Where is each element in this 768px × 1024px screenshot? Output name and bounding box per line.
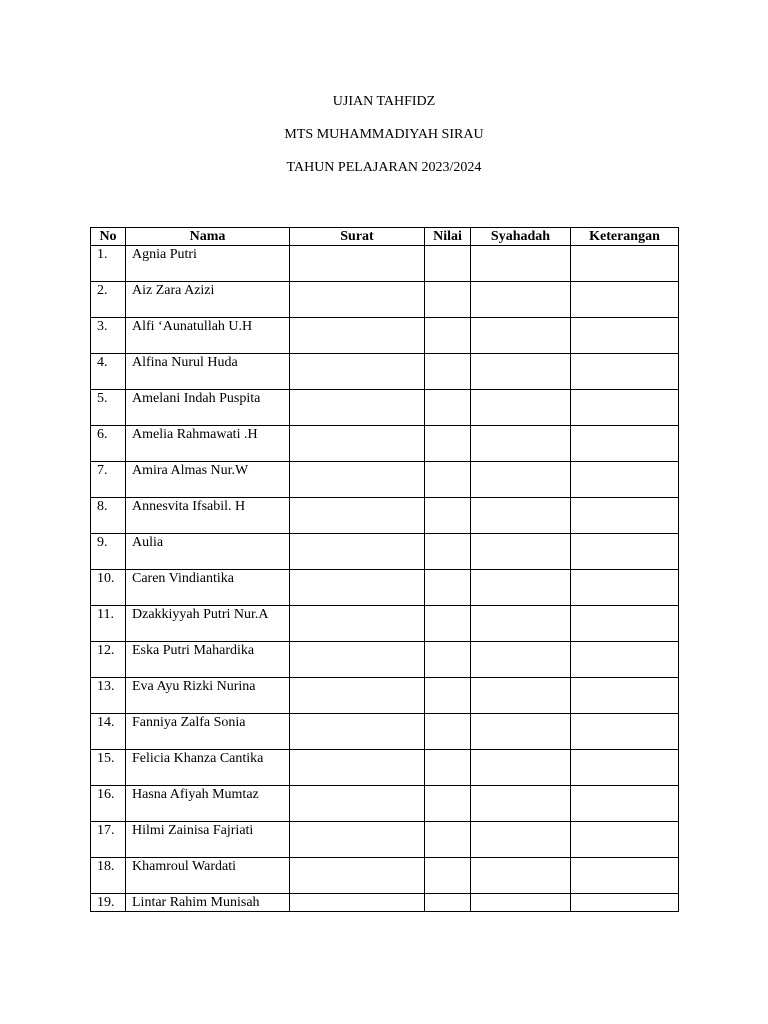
school-name: MTS MUHAMMADIYAH SIRAU: [284, 127, 484, 142]
cell-syahadah: [471, 282, 571, 318]
table-row: [91, 246, 679, 282]
cell-keterangan: [571, 534, 679, 570]
cell-nilai: [425, 642, 471, 678]
cell-nilai: [425, 534, 471, 570]
column-header-nama: Nama: [126, 228, 290, 246]
cell-nilai: [425, 426, 471, 462]
cell-surat: [290, 570, 425, 606]
cell-syahadah: [471, 858, 571, 894]
cell-syahadah: [471, 894, 571, 912]
cell-keterangan: [571, 858, 679, 894]
cell-nilai: [425, 786, 471, 822]
cell-syahadah: [471, 606, 571, 642]
cell-no: 11.: [91, 606, 126, 642]
cell-nilai: [425, 354, 471, 390]
column-header-syahadah: Syahadah: [471, 228, 571, 246]
cell-nilai: [425, 714, 471, 750]
table-row: [91, 678, 679, 714]
cell-nama: Amelia Rahmawati .H: [126, 426, 290, 462]
cell-no: 3.: [91, 318, 126, 354]
cell-nama: Hasna Afiyah Mumtaz: [126, 786, 290, 822]
cell-surat: [290, 750, 425, 786]
cell-nama: Alfina Nurul Huda: [126, 354, 290, 390]
cell-syahadah: [471, 354, 571, 390]
cell-surat: [290, 822, 425, 858]
cell-no: 14.: [91, 714, 126, 750]
table-row: [91, 498, 679, 534]
cell-syahadah: [471, 642, 571, 678]
cell-nama: Khamroul Wardati: [126, 858, 290, 894]
cell-no: 10.: [91, 570, 126, 606]
table-row: [91, 282, 679, 318]
cell-no: 19.: [91, 894, 126, 912]
table-row: [91, 426, 679, 462]
cell-syahadah: [471, 822, 571, 858]
table-row: [91, 642, 679, 678]
cell-surat: [290, 858, 425, 894]
student-roster-table: [90, 227, 679, 912]
cell-no: 15.: [91, 750, 126, 786]
table-row: [91, 750, 679, 786]
table-row: [91, 606, 679, 642]
cell-syahadah: [471, 390, 571, 426]
cell-surat: [290, 894, 425, 912]
cell-nama: Agnia Putri: [126, 246, 290, 282]
cell-syahadah: [471, 678, 571, 714]
cell-surat: [290, 462, 425, 498]
cell-nama: Caren Vindiantika: [126, 570, 290, 606]
cell-keterangan: [571, 894, 679, 912]
cell-keterangan: [571, 390, 679, 426]
cell-keterangan: [571, 714, 679, 750]
cell-keterangan: [571, 642, 679, 678]
cell-nilai: [425, 318, 471, 354]
cell-nama: Amelani Indah Puspita: [126, 390, 290, 426]
cell-keterangan: [571, 750, 679, 786]
table-row: [91, 570, 679, 606]
table-row: [91, 354, 679, 390]
cell-nama: Eva Ayu Rizki Nurina: [126, 678, 290, 714]
cell-syahadah: [471, 570, 571, 606]
table-row: [91, 534, 679, 570]
cell-syahadah: [471, 534, 571, 570]
cell-surat: [290, 318, 425, 354]
cell-no: 9.: [91, 534, 126, 570]
table-row: [91, 894, 679, 912]
cell-keterangan: [571, 426, 679, 462]
cell-nilai: [425, 282, 471, 318]
cell-keterangan: [571, 462, 679, 498]
cell-no: 1.: [91, 246, 126, 282]
cell-no: 7.: [91, 462, 126, 498]
cell-surat: [290, 354, 425, 390]
document-title: UJIAN TAHFIDZ: [332, 94, 436, 109]
cell-nilai: [425, 606, 471, 642]
table-row: [91, 858, 679, 894]
cell-nilai: [425, 858, 471, 894]
cell-nama: Amira Almas Nur.W: [126, 462, 290, 498]
table-row: [91, 462, 679, 498]
cell-no: 16.: [91, 786, 126, 822]
cell-no: 6.: [91, 426, 126, 462]
cell-syahadah: [471, 714, 571, 750]
cell-no: 2.: [91, 282, 126, 318]
cell-keterangan: [571, 822, 679, 858]
cell-no: 18.: [91, 858, 126, 894]
cell-surat: [290, 678, 425, 714]
cell-nama: Felicia Khanza Cantika: [126, 750, 290, 786]
cell-nama: Dzakkiyyah Putri Nur.A: [126, 606, 290, 642]
cell-keterangan: [571, 570, 679, 606]
table-header-row: [91, 228, 679, 246]
cell-nilai: [425, 894, 471, 912]
cell-nama: Eska Putri Mahardika: [126, 642, 290, 678]
cell-syahadah: [471, 318, 571, 354]
column-header-nilai: Nilai: [425, 228, 471, 246]
cell-surat: [290, 786, 425, 822]
column-header-surat: Surat: [290, 228, 425, 246]
cell-syahadah: [471, 246, 571, 282]
cell-nilai: [425, 678, 471, 714]
cell-nama: Lintar Rahim Munisah: [126, 894, 290, 912]
cell-surat: [290, 534, 425, 570]
cell-no: 12.: [91, 642, 126, 678]
table-row: [91, 786, 679, 822]
cell-keterangan: [571, 246, 679, 282]
cell-keterangan: [571, 498, 679, 534]
cell-no: 5.: [91, 390, 126, 426]
cell-syahadah: [471, 786, 571, 822]
cell-keterangan: [571, 678, 679, 714]
cell-nilai: [425, 246, 471, 282]
cell-nilai: [425, 750, 471, 786]
cell-surat: [290, 426, 425, 462]
cell-nilai: [425, 462, 471, 498]
cell-no: 8.: [91, 498, 126, 534]
cell-surat: [290, 606, 425, 642]
cell-nama: Alfi ‘Aunatullah U.H: [126, 318, 290, 354]
academic-year: TAHUN PELAJARAN 2023/2024: [286, 160, 482, 175]
cell-surat: [290, 390, 425, 426]
cell-nama: Fanniya Zalfa Sonia: [126, 714, 290, 750]
cell-nama: Aiz Zara Azizi: [126, 282, 290, 318]
column-header-keterangan: Keterangan: [571, 228, 679, 246]
cell-no: 13.: [91, 678, 126, 714]
cell-keterangan: [571, 606, 679, 642]
cell-no: 4.: [91, 354, 126, 390]
table-row: [91, 390, 679, 426]
cell-no: 17.: [91, 822, 126, 858]
cell-syahadah: [471, 462, 571, 498]
cell-syahadah: [471, 498, 571, 534]
cell-syahadah: [471, 426, 571, 462]
cell-nilai: [425, 498, 471, 534]
cell-surat: [290, 246, 425, 282]
cell-surat: [290, 642, 425, 678]
cell-nama: Annesvita Ifsabil. H: [126, 498, 290, 534]
cell-nama: Hilmi Zainisa Fajriati: [126, 822, 290, 858]
cell-syahadah: [471, 750, 571, 786]
table-row: [91, 318, 679, 354]
table-row: [91, 714, 679, 750]
cell-nama: Aulia: [126, 534, 290, 570]
column-header-no: No: [91, 228, 126, 246]
table-row: [91, 822, 679, 858]
cell-nilai: [425, 390, 471, 426]
cell-keterangan: [571, 786, 679, 822]
cell-nilai: [425, 822, 471, 858]
cell-keterangan: [571, 354, 679, 390]
cell-nilai: [425, 570, 471, 606]
cell-keterangan: [571, 318, 679, 354]
cell-surat: [290, 714, 425, 750]
cell-keterangan: [571, 282, 679, 318]
cell-surat: [290, 498, 425, 534]
cell-surat: [290, 282, 425, 318]
